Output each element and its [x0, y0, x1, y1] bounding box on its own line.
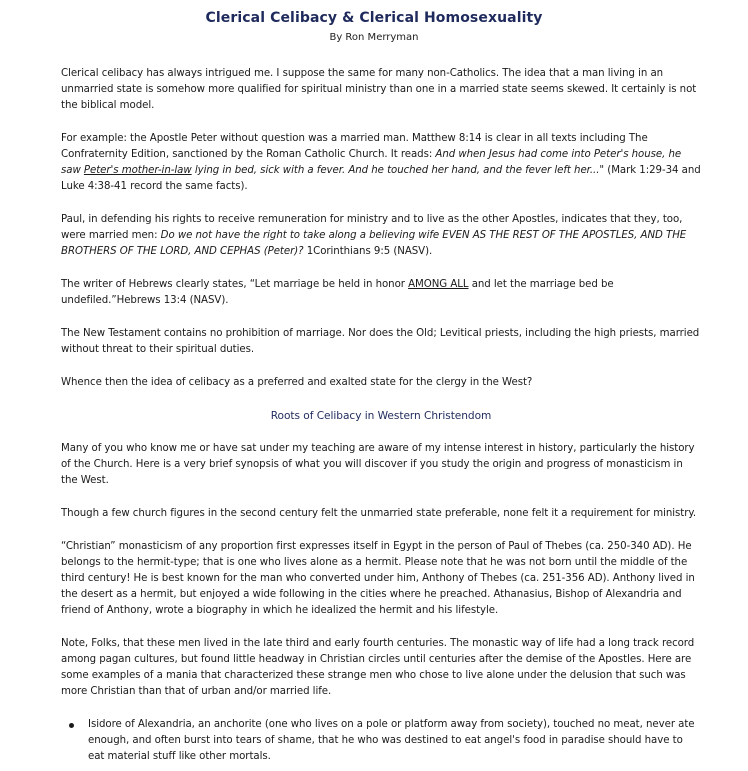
paragraph-peter-text: For example: the Apostle Peter without question was a married man. Matthew 8:14 is clear in all texts including The Confraternity Edition, sanctioned by the Roman Catholic Church. It reads:: [61, 133, 648, 160]
author-byline: By Ron Merryman: [329, 32, 419, 43]
paragraph-hebrews: [61, 277, 701, 309]
list-item-text: Isidore of Alexandria, an anchorite (one who lives on a pole or platform away from society), touched no meat, never ate enough, and often burst into tears of shame, that he who was destined to eat angel's food in paradise should have to eat material stuff like other mortals.: [88, 719, 695, 762]
examples-list: [61, 717, 701, 765]
paragraph-second-century: Though a few church figures in the second century felt the unmarried state preferable, none felt it a requirement for ministry.: [61, 508, 697, 519]
paragraph-history: Many of you who know me or have sat under my teaching are aware of my intense interest in history, particularly the history of the Church. Here is a very brief synopsis of what you will discover if you study the origin and progress of monasticism in the West.: [61, 443, 695, 486]
paragraph-paul-text: Paul, in defending his rights to receive remuneration for ministry and to live as the other Apostles, indicates that they, too, were married men:: [61, 214, 683, 241]
mother-in-law-underlined: Peter's mother-in-law: [83, 165, 192, 176]
article-body: [61, 66, 701, 765]
among-all-underlined: AMONG ALL: [408, 279, 469, 290]
matthew-quote-part-a: And when Jesus had come into Peter's house, he saw: [61, 149, 682, 176]
paragraph-hebrews-text-b: and let the marriage bed be undefiled.”Hebrews 13:4 (NASV).: [61, 279, 614, 306]
page-title: Clerical Celibacy & Clerical Homosexuality: [205, 10, 543, 26]
paragraph-paul: [61, 212, 701, 260]
paragraph-whence: Whence then the idea of celibacy as a preferred and exalted state for the clergy in the West?: [61, 377, 533, 388]
section-heading: Roots of Celibacy in Western Christendom: [270, 410, 492, 422]
paragraph-peter-reference: (Mark 1:29-34 and Luke 4:38-41 record the same facts).: [61, 165, 701, 192]
paragraph-old-testament: The New Testament contains no prohibition of marriage. Nor does the Old; Levitical priests, including the high priests, married without threat to their spiritual duties.: [61, 328, 700, 355]
paragraph-monasticism: “Christian” monasticism of any proportion first expresses itself in Egypt in the person of Paul of Thebes (ca. 250-340 AD). He belongs to the hermit-type; that is one who lives alone as a hermit. Please note that he was not born until the middle of the third century! He is best known for the man who converted under him, Anthony of Thebes (ca. 251-356 AD). Anthony lived in the desert as a hermit, but enjoyed a wide following in the cities where he preached. Athanasius, Bishop of Alexandria and friend of Anthony, wrote a biography in which he idealized the hermit and his lifestyle.: [61, 541, 695, 616]
matthew-quote-part-b: lying in bed, sick with a fever. And he touched her hand, and the fever left her...": [191, 165, 605, 176]
corinthians-quote: Do we not have the right to take along a believing wife EVEN AS THE REST OF THE APOSTLES, AND THE BROTHERS OF THE LORD, AND CEPHAS (Peter)?: [61, 230, 687, 257]
paragraph-intro: Clerical celibacy has always intrigued me. I suppose the same for many non-Catholics. The idea that a man living in an unmarried state is somehow more qualified for spiritual ministry than one in a married state seems skewed. It certainly is not the biblical model.: [61, 68, 697, 111]
bullet-icon: [69, 723, 74, 728]
list-item: [69, 717, 701, 765]
paragraph-paul-reference: 1Corinthians 9:5 (NASV).: [303, 246, 433, 257]
paragraph-hebrews-text-a: The writer of Hebrews clearly states, “Let marriage be held in honor: [61, 279, 409, 290]
paragraph-peter: [61, 131, 701, 195]
paragraph-note-folks: Note, Folks, that these men lived in the late third and early fourth centuries. The monastic way of life had a long track record among pagan cultures, but found little headway in Christian circles until centuries after the demise of the Apostles. Here are some examples of a mania that characterized these strange men who chose to live alone under the delusion that such was more Christian than that of urban and/or married life.: [61, 638, 695, 697]
